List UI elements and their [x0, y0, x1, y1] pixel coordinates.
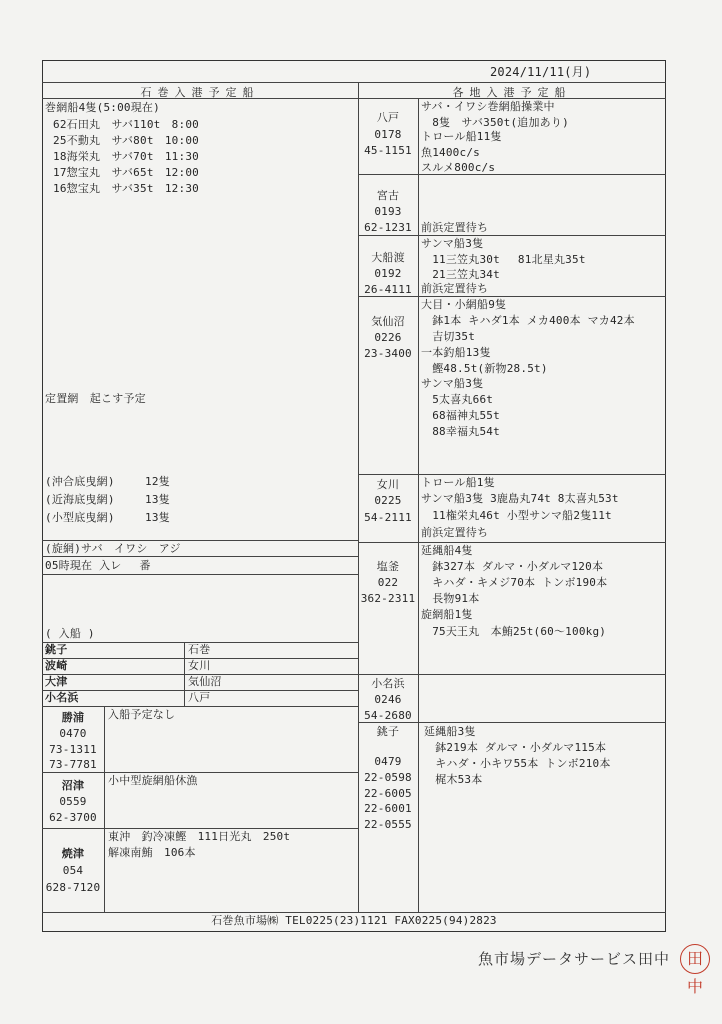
region-line: 延縄船3隻 — [424, 725, 476, 738]
region-name: 気仙沼 — [371, 315, 405, 328]
region-code: 0246 — [374, 693, 402, 706]
fixed-net-note: 定置網 起こす予定 — [45, 392, 146, 405]
region-line: 鰹48.5t(新物28.5t) — [421, 362, 548, 375]
seal-stamp: 田中 — [680, 944, 710, 974]
ship-row: 25不動丸 サバ80t 10:00 — [53, 134, 199, 147]
region-line: 魚1400c/s — [421, 146, 480, 159]
region-line: 大目・小網船9隻 — [421, 298, 507, 311]
region-code: 0193 — [374, 205, 402, 218]
katsuura-phone: 73-1311 — [49, 743, 97, 756]
region-line: キハダ・小キワ55本 トンボ210本 — [424, 757, 611, 770]
port-name: 八戸 — [188, 691, 211, 704]
region-phone: 22-6005 — [364, 787, 412, 800]
port-name: 石巻 — [188, 643, 211, 656]
report-date: 2024/11/11(月) — [490, 65, 592, 79]
region-line: 88幸福丸54t — [421, 425, 500, 438]
katsuura-note: 入船予定なし — [108, 708, 176, 721]
numazu-phone: 62-3700 — [49, 811, 97, 824]
region-code: 0192 — [374, 267, 402, 280]
numazu-code: 0559 — [59, 795, 87, 808]
region-phone: 22-0555 — [364, 818, 412, 831]
region-line: 前浜定置待ち — [421, 526, 489, 539]
divider-region — [418, 98, 419, 912]
region-code: 0225 — [374, 494, 402, 507]
region-line: 一本釣船13隻 — [421, 346, 491, 359]
footer-contact: 石巻魚市場㈱ TEL0225(23)1121 FAX0225(94)2823 — [211, 914, 497, 927]
region-line: 75天王丸 本鮪25t(60～100kg) — [421, 625, 607, 638]
region-phone: 62-1231 — [364, 221, 412, 234]
header-ishinomaki: 石巻入港予定船 — [140, 86, 260, 99]
header-regions: 各地入港予定船 — [452, 86, 572, 99]
ship-row: 18海栄丸 サバ70t 11:30 — [53, 150, 199, 163]
region-name: 宮古 — [376, 189, 400, 202]
region-name: 女川 — [376, 478, 400, 491]
region-code: 0479 — [374, 755, 402, 768]
region-line: サバ・イワシ巻網船操業中 — [421, 100, 555, 113]
yaizu-name: 焼津 — [61, 847, 85, 860]
divider-others — [104, 706, 105, 912]
katsuura-name: 勝浦 — [61, 711, 85, 724]
trawl-count: 13隻 — [145, 493, 170, 506]
port-name: 波崎 — [45, 659, 68, 672]
region-line: 延縄船4隻 — [421, 544, 473, 557]
region-line: 前浜定置待ち — [421, 282, 489, 295]
yaizu-phone: 628-7120 — [45, 881, 101, 894]
trawl-label: (近海底曳網) — [45, 493, 115, 506]
region-line: サンマ船3隻 — [421, 237, 484, 250]
region-line: サンマ船3隻 3鹿島丸74t 8太喜丸53t — [421, 492, 619, 505]
region-code: 0178 — [374, 128, 402, 141]
region-line: 鉢327本 ダルマ・小ダルマ120本 — [421, 560, 604, 573]
rule-onagawa — [358, 542, 666, 543]
trawl-count: 13隻 — [145, 511, 170, 524]
region-line: 5太喜丸66t — [421, 393, 494, 406]
region-line: 旋網船1隻 — [421, 608, 473, 621]
trawl-label: (小型底曳網) — [45, 511, 115, 524]
port-name: 気仙沼 — [188, 675, 222, 688]
port-name: 女川 — [188, 659, 211, 672]
numazu-note: 小中型旋網船休漁 — [108, 774, 198, 787]
region-phone: 362-2311 — [360, 592, 416, 605]
port-name: 銚子 — [45, 643, 68, 656]
region-line: キハダ・キメジ70本 トンボ190本 — [421, 576, 608, 589]
region-line: 鉢1本 キハダ1本 メカ400本 マカ42本 — [421, 314, 635, 327]
signature: 魚市場データサービス田中 — [478, 950, 671, 968]
purse-seine-status: 05時現在 入レ 番 — [45, 559, 151, 572]
region-name: 大船渡 — [371, 251, 405, 264]
region-name: 銚子 — [376, 725, 400, 738]
region-phone: 54-2680 — [364, 709, 412, 722]
yaizu-code: 054 — [62, 864, 84, 877]
region-line: サンマ船3隻 — [421, 377, 484, 390]
region-phone: 23-3400 — [364, 347, 412, 360]
region-line: 8隻 サバ350t(追加あり) — [421, 116, 569, 129]
rule-kesennuma — [358, 474, 666, 475]
region-phone: 45-1151 — [364, 144, 412, 157]
region-name: 小名浜 — [371, 677, 405, 690]
region-line: トロール船1隻 — [421, 476, 495, 489]
purse-seine-title: (旋網)サバ イワシ アジ — [45, 542, 181, 555]
region-phone: 54-2111 — [364, 511, 412, 524]
region-code: 0226 — [374, 331, 402, 344]
region-code: 022 — [377, 576, 399, 589]
region-phone: 26-4111 — [364, 283, 412, 296]
region-phone: 22-6001 — [364, 802, 412, 815]
port-name: 小名浜 — [45, 691, 79, 704]
region-line: トロール船11隻 — [421, 130, 502, 143]
region-line: 21三笠丸34t — [421, 268, 500, 281]
numazu-name: 沼津 — [61, 779, 85, 792]
region-line: 前浜定置待ち — [421, 221, 489, 234]
region-line: 長物91本 — [421, 592, 480, 605]
port-name: 大津 — [45, 675, 68, 688]
trawl-count: 12隻 — [145, 475, 170, 488]
rule-shiogama — [358, 674, 666, 675]
katsuura-phone: 73-7781 — [49, 758, 97, 771]
yaizu-note: 解凍南鮪 106本 — [108, 846, 196, 859]
region-name: 塩釜 — [376, 560, 400, 573]
ship-row: 17惣宝丸 サバ65t 12:00 — [53, 166, 199, 179]
region-phone: 22-0598 — [364, 771, 412, 784]
region-line: スルメ800c/s — [421, 161, 496, 174]
yaizu-note: 東沖 釣冷凍鰹 111日光丸 250t — [108, 830, 291, 843]
divider-ports — [184, 642, 185, 706]
region-name: 八戸 — [376, 111, 400, 124]
region-line: 68福神丸55t — [421, 409, 500, 422]
ship-row: 62石田丸 サバ110t 8:00 — [53, 118, 199, 131]
trawl-label: (沖合底曳網) — [45, 475, 115, 488]
rule-hachinohe — [358, 174, 666, 175]
region-line: 11権栄丸46t 小型サンマ船2隻11t — [421, 509, 612, 522]
region-line: 梶木53本 — [424, 773, 483, 786]
rule-date — [42, 82, 666, 83]
ship-row: 16惣宝丸 サバ35t 12:30 — [53, 182, 199, 195]
region-line: 鉢219本 ダルマ・小ダルマ115本 — [424, 741, 607, 754]
region-line: 吉切35t — [421, 330, 476, 343]
arrivals-label: ( 入船 ) — [45, 627, 95, 640]
region-line: 11三笠丸30t 81北星丸35t — [421, 253, 586, 266]
longline-title: 巻網船4隻(5:00現在) — [45, 101, 160, 114]
katsuura-code: 0470 — [59, 727, 87, 740]
